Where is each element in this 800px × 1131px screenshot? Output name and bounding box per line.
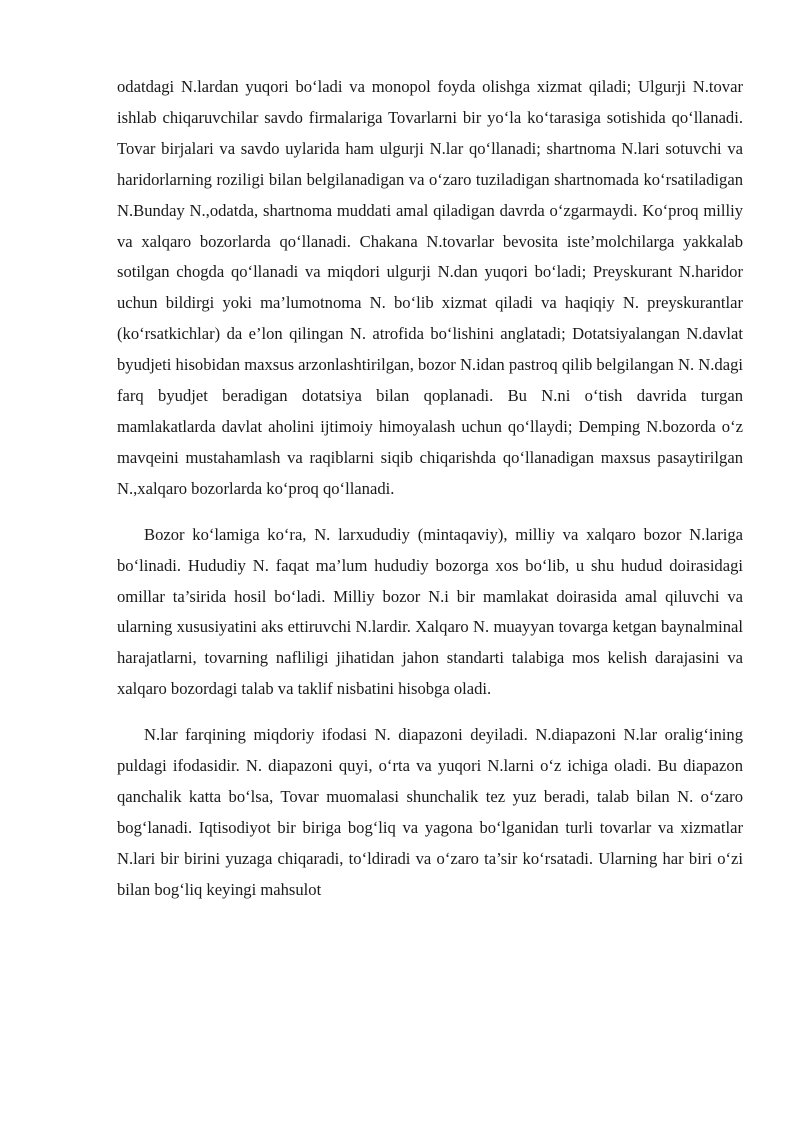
document-page	[117, 72, 743, 906]
paragraph-3: N.lar farqining miqdoriy ifodasi N. diapazoni deyiladi. N.diapazoni N.lar oralig‘ining puldagi ifodasidir. N. diapazoni quyi, o‘rta va yuqori N.larni o‘z ichiga oladi. Bu diapazon qanchalik katta bo‘lsa, Tovar muomalasi shunchalik tez yuz beradi, talab bilan N. o‘zaro bog‘lanadi. Iqtisodiyot bir biriga bog‘liq va yagona bo‘lganidan turli tovarlar va xizmatlar N.lari bir birini yuzaga chiqaradi, to‘ldiradi va o‘zaro ta’sir ko‘rsatadi. Ularning har biri o‘zi bilan bog‘liq keyingi mahsulot	[117, 725, 743, 899]
paragraph-2: Bozor ko‘lamiga ko‘ra, N. larxududiy (mintaqaviy), milliy va xalqaro bozor N.lariga bo‘linadi. Hududiy N. faqat ma’lum hududiy bozorga xos bo‘lib, u shu hudud doirasidagi omillar ta’sirida hosil bo‘ladi. Milliy bozor N.i bir mamlakat doirasida amal qiluvchi va ularning xususiyatini aks ettiruvchi N.lardir. Xalqaro N. muayyan tovarga ketgan baynalminal harajatlarni, tovarning nafliligi jihatidan jahon standarti talabiga mos kelish darajasini va xalqaro bozordagi talab va taklif nisbatini hisobga oladi.	[117, 524, 743, 699]
paragraph-1: odatdagi N.lardan yuqori bo‘ladi va monopol foyda olishga xizmat qiladi; Ulgurji N.tovar ishlab chiqaruvchilar savdo firmalariga Tovarlarni bir yo‘la ko‘tarasiga sotishida qo‘llanadi. Tovar birjalari va savdo uylarida ham ulgurji N.lar qo‘llanadi; shartnoma N.lari sotuvchi va haridorlarning roziligi bilan belgilanadigan va o‘zaro tuziladigan shartnomada ko‘rsatiladigan N.Bunday N.,odatda, shartnoma muddati amal qiladigan davrda o‘zgarmaydi. Ko‘proq milliy va xalqaro bozorlarda qo‘llanadi. Chakana N.tovarlar bevosita iste’molchilarga yakkalab sotilgan chogda qo‘llanadi va miqdori ulgurji N.dan yuqori bo‘ladi; Preyskurant N.haridor uchun bildirgi yoki ma’lumotnoma N. bo‘lib xizmat qiladi va haqiqiy N. preyskurantlar (ko‘rsatkichlar) da e’lon qilingan N. atrofida bo‘lishini anglatadi; Dotatsiyalangan N.davlat byudjeti hisobidan maxsus arzonlashtirilgan, bozor N.idan pastroq qilib belgilangan N. N.dagi farq byudjet beradigan dotatsiya bilan qoplanadi. Bu N.ni o‘tish davrida turgan mamlakatlarda davlat aholini ijtimoiy himoyalash uchun qo‘llaydi; Demping N.bozorda o‘z mavqeini mustahamlash va raqiblarni siqib chiqarishda qo‘llanadigan maxsus pasaytirilgan N.,xalqaro bozorlarda ko‘proq qo‘llanadi.	[117, 77, 743, 498]
